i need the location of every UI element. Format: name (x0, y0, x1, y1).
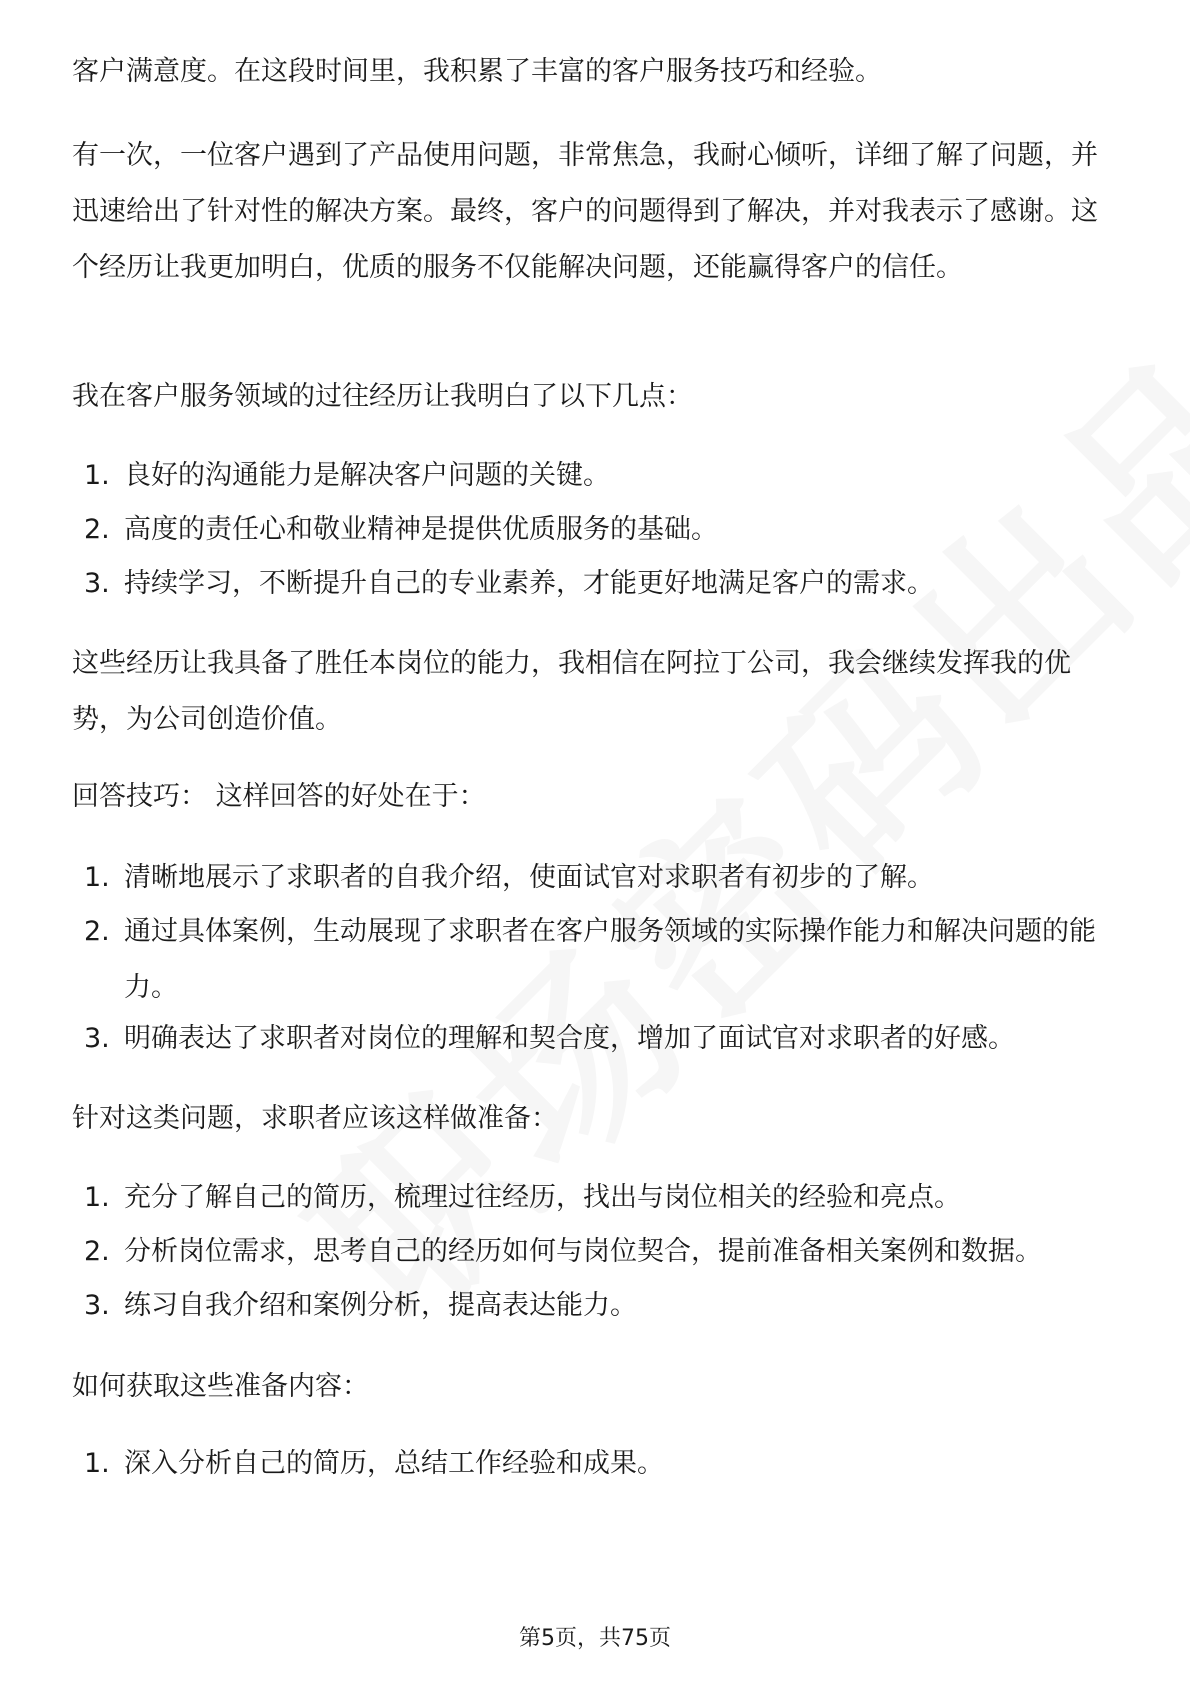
list-number: 3. (84, 568, 110, 599)
list-text: 练习自我介绍和案例分析，提高表达能力。 (124, 1290, 637, 1321)
list-text: 清晰地展示了求职者的自我介绍，使面试官对求职者有初步的了解。 (124, 862, 934, 893)
list-text: 明确表达了求职者对岗位的理解和契合度，增加了面试官对求职者的好感。 (124, 1023, 1015, 1054)
list-text: 分析岗位需求，思考自己的经历如何与岗位契合，提前准备相关案例和数据。 (124, 1236, 1042, 1267)
list-item (84, 904, 1114, 1016)
list-text: 深入分析自己的简历，总结工作经验和成果。 (124, 1448, 664, 1479)
list-item (84, 556, 1114, 612)
list-item (84, 502, 1114, 558)
paragraph: 回答技巧： 这样回答的好处在于： (72, 781, 486, 812)
list-number: 3. (84, 1023, 110, 1054)
list-number: 1. (84, 1182, 110, 1213)
list-text: 持续学习，不断提升自己的专业素养，才能更好地满足客户的需求。 (124, 568, 934, 599)
paragraph: 客户满意度。在这段时间里，我积累了丰富的客户服务技巧和经验。 (72, 56, 882, 87)
list-text: 充分了解自己的简历，梳理过往经历，找出与岗位相关的经验和亮点。 (124, 1182, 961, 1213)
list-number: 1. (84, 1448, 110, 1479)
list-item (84, 1011, 1114, 1067)
list-number: 2. (84, 514, 110, 545)
list-item (84, 1224, 1114, 1280)
list-text: 良好的沟通能力是解决客户问题的关键。 (124, 460, 610, 491)
list-number: 1. (84, 862, 110, 893)
list-text: 高度的责任心和敬业精神是提供优质服务的基础。 (124, 514, 718, 545)
list-item (84, 1436, 1114, 1492)
list-text: 通过具体案例，生动展现了求职者在客户服务领域的实际操作能力和解决问题的能力。 (124, 916, 1096, 1003)
paragraph: 这些经历让我具备了胜任本岗位的能力，我相信在阿拉丁公司，我会继续发挥我的优势，为公司创造价值。 (72, 648, 1071, 735)
page-footer: 第5页，共75页 (519, 1626, 671, 1651)
list-number: 2. (84, 1236, 110, 1267)
list-item (84, 448, 1114, 504)
list-number: 2. (84, 916, 110, 947)
list-number: 3. (84, 1290, 110, 1321)
list-number: 1. (84, 460, 110, 491)
list-item (84, 850, 1114, 906)
list-item (84, 1170, 1114, 1226)
list-item (84, 1278, 1114, 1334)
paragraph: 针对这类问题，求职者应该这样做准备： (72, 1103, 558, 1134)
paragraph: 我在客户服务领域的过往经历让我明白了以下几点： (72, 381, 693, 412)
paragraph: 有一次，一位客户遇到了产品使用问题，非常焦急，我耐心倾听，详细了解了问题，并迅速给出了针对性的解决方案。最终，客户的问题得到了解决，并对我表示了感谢。这个经历让我更加明白，优质的服务不仅能解决问题，还能赢得客户的信任。 (72, 140, 1098, 283)
paragraph: 如何获取这些准备内容： (72, 1371, 369, 1402)
